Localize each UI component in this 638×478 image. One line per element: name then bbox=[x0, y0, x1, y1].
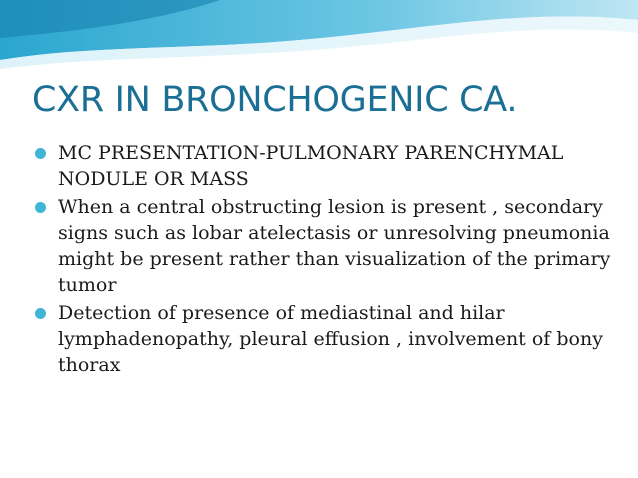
bullet-text: MC PRESENTATION-PULMONARY PARENCHYMAL NODULE OR MASS bbox=[58, 142, 564, 190]
bullet-dot-icon bbox=[35, 202, 46, 213]
header-wave-decoration bbox=[0, 0, 638, 80]
bullet-item bbox=[32, 300, 612, 378]
bullet-item bbox=[32, 194, 612, 298]
bullet-dot-icon bbox=[35, 308, 46, 319]
bullet-dot-icon bbox=[35, 148, 46, 159]
bullet-text: Detection of presence of mediastinal and hilar lymphadenopathy, pleural effusion , involvement of bony thorax bbox=[58, 302, 603, 376]
bullet-list bbox=[32, 140, 612, 380]
slide-title: CXR IN BRONCHOGENIC CA. bbox=[32, 80, 518, 120]
bullet-item bbox=[32, 140, 612, 192]
bullet-text: When a central obstructing lesion is present , secondary signs such as lobar atelectasis or unresolving pneumonia might be present rather than visualization of the primary tumor bbox=[58, 196, 611, 296]
